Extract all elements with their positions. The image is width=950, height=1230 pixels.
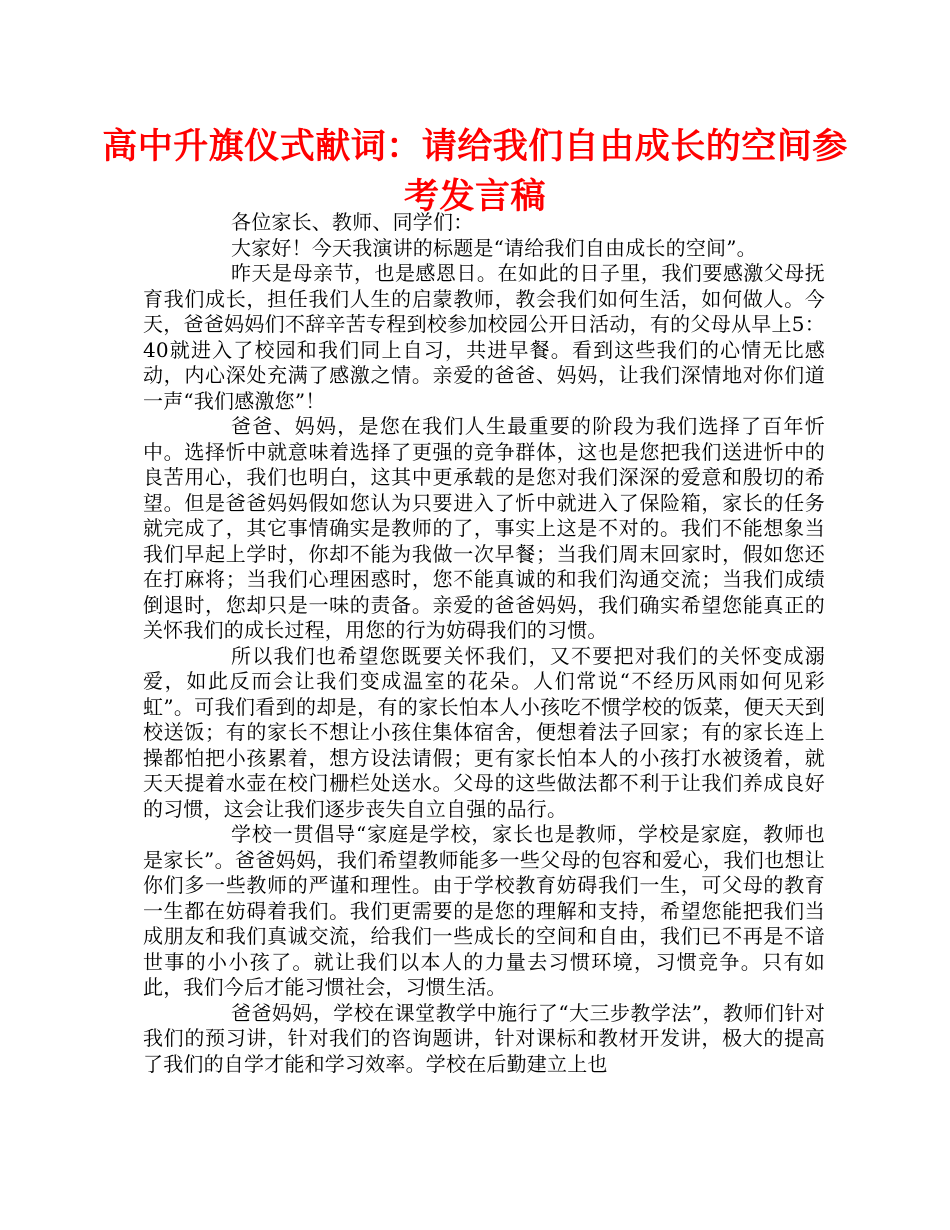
page-title: 高中升旗仪式献词：请给我们自由成长的空间参考发言稿: [102, 127, 848, 217]
salutation: 各位家长、教师、同学们：: [231, 210, 474, 234]
body-paragraph: 学校一贯倡导“家庭是学校，家长也是教师，学校是家庭，教师也是家长”。爸爸妈妈，我们希望教师能多一些父母的包容和爱心，我们也想让你们多一些教师的严谨和理性。由于学校教育妨碍我们一生，可父母的教育一生都在妨碍着我们。我们更需要的是您的理解和支持，希望您能把我们当成朋友和我们真诚交流，给我们一些成长的空间和自由，我们已不再是不谙世事的小小孩了。就让我们以本人的力量去习惯环境，习惯竞争。只有如此，我们今后才能习惯社会，习惯生活。: [143, 822, 825, 999]
body-paragraph: 昨天是母亲节，也是感恩日。在如此的日子里，我们要感激父母抚育我们成长，担任我们人生的启蒙教师，教会我们如何生活，如何做人。今天，爸爸妈妈们不辞辛苦专程到校参加校园公开日活动，有的父母从早上5：40就进入了校园和我们同上自习，共进早餐。看到这些我们的心情无比感动，内心深处充满了感激之情。亲爱的爸爸、妈妈，让我们深情地对你们道一声“我们感激您”！: [143, 261, 825, 413]
greeting-paragraph: 大家好！今天我演讲的标题是“请给我们自由成长的空间”。: [231, 235, 757, 260]
speech-body: [143, 210, 825, 1077]
body-paragraph: 爸爸妈妈，学校在课堂教学中施行了“大三步教学法”，教师们针对我们的预习讲，针对我们的咨询题讲，针对课标和教材开发讲，极大的提高了我们的自学才能和学习效率。学校在后勤建立上也: [143, 1000, 825, 1076]
body-paragraph: 所以我们也希望您既要关怀我们，又不要把对我们的关怀变成溺爱，如此反而会让我们变成温室的花朵。人们常说“不经历风雨如何见彩虹”。可我们看到的却是，有的家长怕本人小孩吃不惯学校的饭菜，便天天到校送饭；有的家长不想让小孩住集体宿舍，便想着法子回家；有的家长连上操都怕把小孩累着，想方设法请假；更有家长怕本人的小孩打水被烫着，就天天提着水壶在校门栅栏处送水。父母的这些做法都不利于让我们养成良好的习惯，这会让我们逐步丧失自立自强的品行。: [143, 643, 825, 821]
body-paragraph: 爸爸、妈妈，是您在我们人生最重要的阶段为我们选择了百年忻中。选择忻中就意味着选择了更强的竞争群体，这也是您把我们送进忻中的良苦用心，我们也明白，这其中更承载的是您对我们深深的爱意和殷切的希望。但是爸爸妈妈假如您认为只要进入了忻中就进入了保险箱，家长的任务就完成了，其它事情确实是教师的了，事实上这是不对的。我们不能想象当我们早起上学时，你却不能为我做一次早餐；当我们周末回家时，假如您还在打麻将；当我们心理困惑时，您不能真诚的和我们沟通交流；当我们成绩倒退时，您却只是一味的责备。亲爱的爸爸妈妈，我们确实希望您能真正的关怀我们的成长过程，用您的行为妨碍我们的习惯。: [143, 414, 825, 642]
